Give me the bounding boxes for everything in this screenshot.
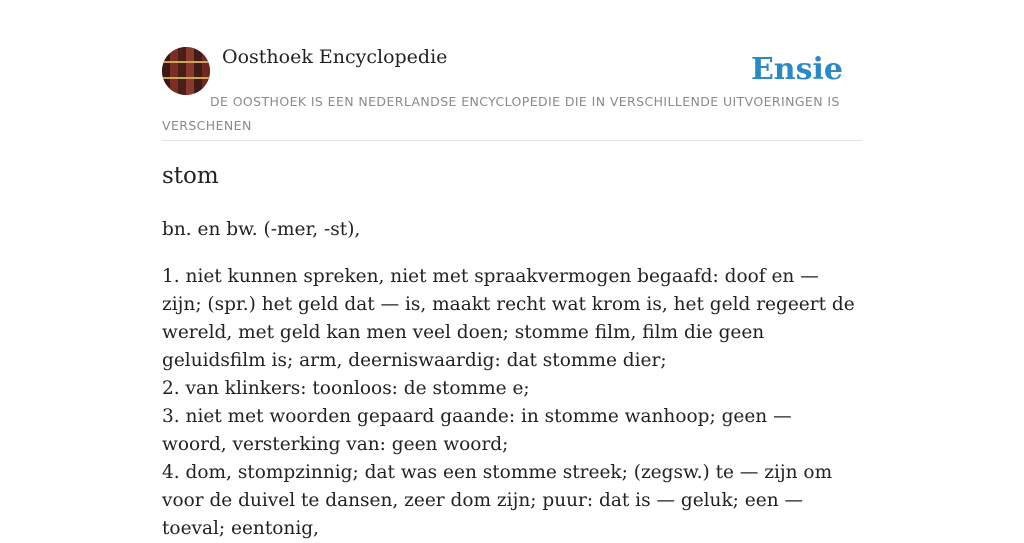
definition-item: 3. niet met woorden gepaard gaande: in stomme wanhoop; geen — woord, versterking van: geen woord; (162, 406, 792, 455)
definition-item: 4. dom, stompzinnig; dat was een stomme streek; (zegsw.) te — zijn om voor de duivel te dansen, zeer dom zijn; puur: dat is — geluk; een — toeval; eentonig, (162, 462, 833, 539)
ensie-logo-link[interactable]: Ensie (750, 52, 843, 87)
site-avatar[interactable] (162, 47, 210, 95)
page-container (162, 0, 862, 539)
entry-definitions (162, 263, 862, 543)
site-header (162, 0, 862, 141)
site-title[interactable]: Oosthoek Encyclopedie (222, 46, 448, 68)
entry-grammar: bn. en bw. (-mer, -st), (162, 219, 361, 240)
definition-item: 2. van klinkers: toonloos: de stomme e; (162, 378, 530, 399)
entry-title: stom (162, 163, 219, 189)
site-tagline: DE OOSTHOEK IS EEN NEDERLANDSE ENCYCLOPEDIE DIE IN VERSCHILLENDE UITVOERINGEN IS VERSCHENEN (162, 94, 840, 133)
definition-item: 1. niet kunnen spreken, niet met spraakvermogen begaafd: doof en — zijn; (spr.) het geld dat — is, maakt recht wat krom is, het geld regeert de wereld, met geld kan men veel doen; stomme film, film die geen geluidsfilm is; arm, deerniswaardig: dat stomme dier; (162, 266, 855, 371)
